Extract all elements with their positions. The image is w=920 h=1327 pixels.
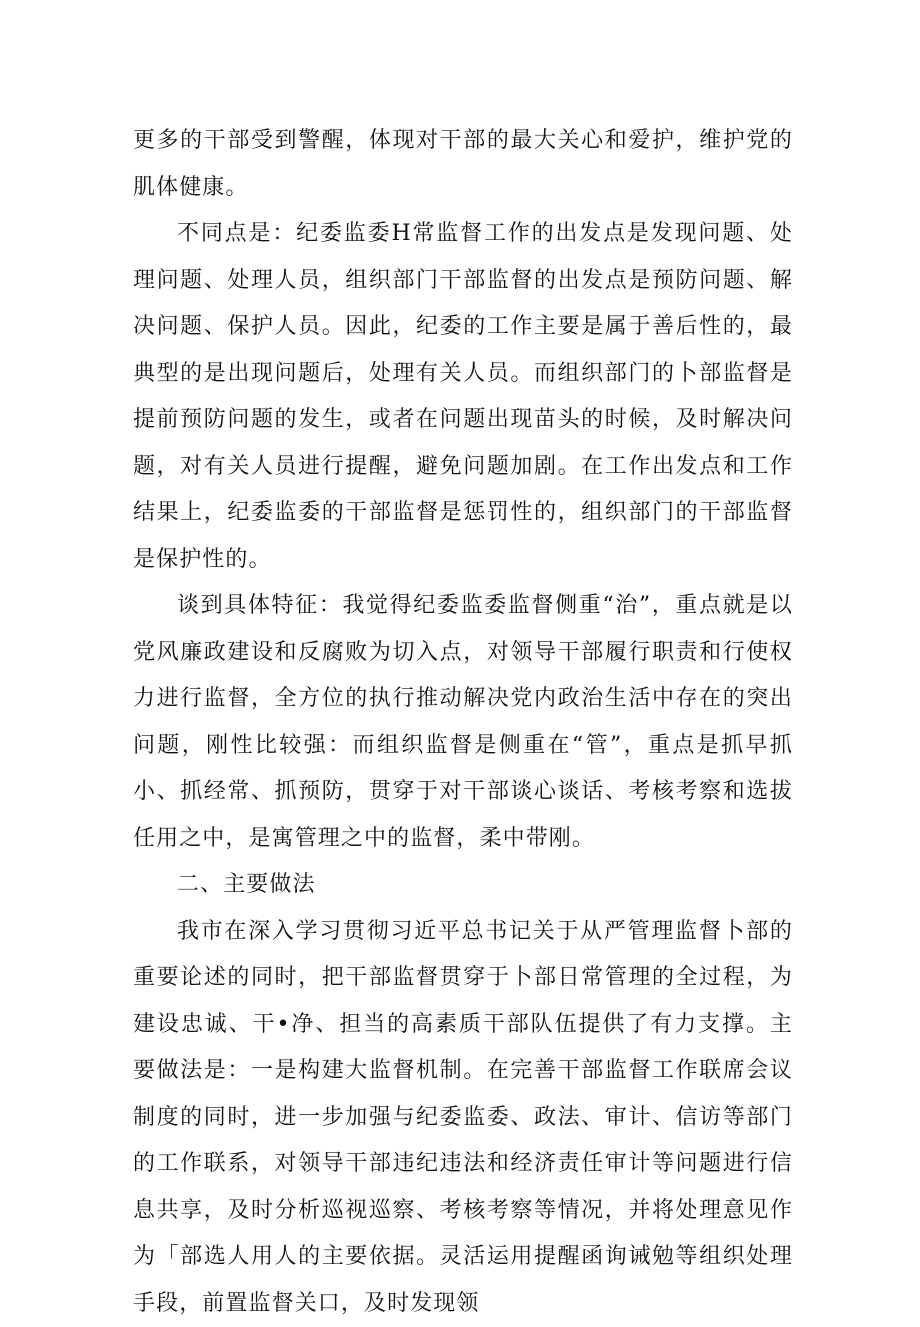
paragraph-differences: 不同点是：纪委监委H常监督工作的出发点是发现问题、处理问题、处理人员，组织部门干部监督的出发点是预防问题、解决问题、保护人员。因此，纪委的工作主要是属于善后性的，最典型的是出现问题后，处理有关人员。而组织部门的卜部监督是提前预防问题的发生，或者在问题出现苗头的时候，及时解决问题，对有关人员进行提醒，避免问题加剧。在工作出发点和工作结果上，纪委监委的干部监督是惩罚性的，组织部门的干部监督是保护性的。 [133,211,793,583]
paragraph-features: 谈到具体特征：我觉得纪委监委监督侧重“治”，重点就是以党风廉政建设和反腐败为切入点，对领导干部履行职责和行使权力进行监督，全方位的执行推动解决党内政治生活中存在的突出问题，刚性比较强：而组织监督是侧重在“管”，重点是抓早抓小、抓经常、抓预防，贯穿于对干部谈心谈话、考核考察和选拔任用之中，是寓管理之中的监督，柔中带刚。 [133,583,793,862]
paragraph-practices: 我市在深入学习贯彻习近平总书记关于从严管理监督卜部的重要论述的同时，把干部监督贯穿于卜部日常管理的全过程，为建设忠诚、干•净、担当的高素质干部队伍提供了有力支撑。主要做法是：一是构建大监督机制。在完善干部监督工作联席会议制度的同时，进一步加强与纪委监委、政法、审计、信访等部门的工作联系，对领导干部违纪违法和经济责任审计等问题进行信息共享，及时分析巡视巡察、考核考察等情况，并将处理意见作为「部选人用人的主要依据。灵活运用提醒函询诫勉等组织处理手段，前置监督关口，及时发现领 [133,909,793,1327]
paragraph-continuation: 更多的干部受到警醒，体现对干部的最大关心和爱护，维护党的肌体健康。 [133,118,793,211]
section-heading-main-practices: 二、主要做法 [133,862,793,909]
document-body [133,118,793,1327]
